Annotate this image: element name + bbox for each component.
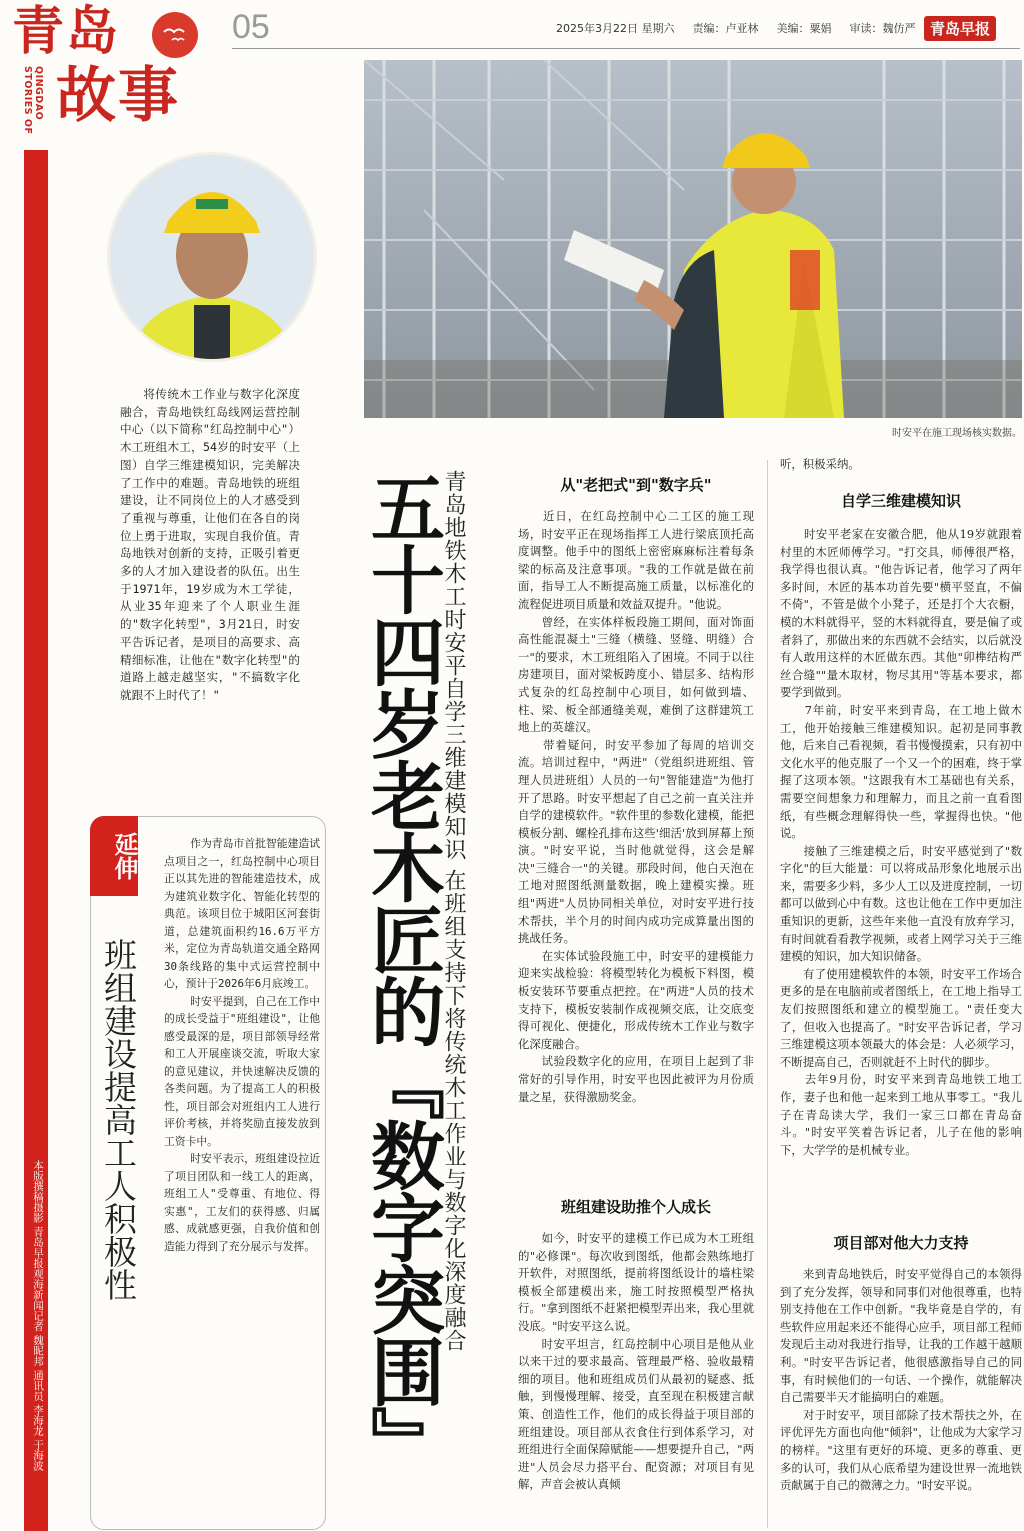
header-rule	[232, 48, 1020, 49]
subhead-col2-2: 班组建设助推个人成长	[560, 1198, 711, 1216]
brand-sun-logo	[152, 12, 198, 58]
lead-text: 将传统木工作业与数字化深度融合，青岛地铁红岛线网运营控制中心（以下简称"红岛控制中心"）木工班组木工，54岁的时安平（上图）自学三维建模知识，完美解决了工作中的难题。青岛地铁的班组建设，让不同岗位上的人才感受到了重视与尊重，让他们在各自的岗位上勇于进取，实现自我价值。青岛地铁对创新的支持，正吸引着更多的人才加入建设者的队伍。出生于1971年，19岁成为木工学徒，从业35年迎来了个人职业生涯的"数字化转型"，3月21日，时安平告诉记者，是项目的高要求、高精细标准，让他在"数字化转型"的道路上越走越坚实，"不搞数字化就跟不上时代了！"	[120, 387, 300, 702]
extension-tag: 延伸	[90, 816, 138, 896]
column3-text1: 时安平老家在安徽合肥，他从19岁就跟着村里的木匠师傅学习。"打交具，师傅很严格，我学得也很认真。"他告诉记者，他学习了两年多时间，木匠的基本功首先要"横平竖直，不偏不倚"，不管是做个小凳子，还是打个大衣橱，模的木料就得平，竖的木料就得直，要是偏了或者斜了，那做出来的东西就不会结实，以后就没有人敢用这样的木匠做东西。其他"卯榫结构严丝合缝""量木取材，物尽其用"等基本要求，都要学到做到。 7年前，时安平来到青岛，在工地上做木工，他开始接触三维建模知识。起初是同事教他，后来自己看视频，看书慢慢摸索，只有初中文化水平的他克服了一个又一个的困难，终于掌握了这项本领。"这跟我有木工基础也有关系，需要空间想象力和理解力，而且之前一直看图纸，有些概念理解得快一些，掌握得也快。"他说。 接触了三维建模之后，时安平感觉到了"数字化"的巨大能量：可以将成品形象化地展示出来，需要多少料，多少人工以及进度控制，一切都可以做到心中有数。这也让他在工作中更加注重知识的更新，这些年来他一直没有放弃学习，有时间就看看教学视频，或者上网学习关于三维建模的知识，加大知识储备。 有了使用建模软件的本领，时安平工作场合更多的是在电脑前或者图纸上，在工地上指导工友们按照图纸和建立的模型施工。"责任变大了，但收入也提高了。"时安平告诉记者，学习三维建模这项本领最大的体会是：人必须学习，不断提高自己，否则就赶不上时代的脚步。 去年9月份，时安平来到青岛地铁工地工作，妻子也和他一起来到工地从事零工。"我儿子在青岛读大学，我们一家三口都在青岛奋斗。"时安平笑着告诉记者，儿子在他的影响下，大学学的是机械专业。	[780, 527, 1022, 1157]
designer-credit: 美编：粟娟	[776, 22, 832, 35]
subhead-col3-1: 自学三维建模知识	[840, 492, 961, 510]
column3-text0: 听，积极采纳。	[780, 457, 860, 471]
editor-credit: 责编：卢亚林	[692, 22, 759, 35]
column3-text2: 来到青岛地铁后，时安平觉得自己的本领得到了充分发挥，领导和同事们对他很尊重，也特别支持他在工作中创新。"我毕竟是自学的，有些软件应用起来还不能得心应手，项目部工程师发现后主动对我进行指导，让我的工作越干越顺利。"时安平告诉记者，他很感激指导自己的同事，有时候他们的一句话、一个操作，就能解决自己需要半天才能搞明白的难题。 对于时安平，项目部除了技术帮扶之外，在评优评先方面也向他"倾斜"，让他成为大家学习的榜样。"这里有更好的环境、更多的尊重、更多的认可，我们从心底希望为建设世界一流地铁贡献属于自己的微薄之力。"时安平说。	[780, 1267, 1022, 1493]
issue-date: 2025年3月22日 星期六	[556, 22, 675, 35]
brand-title-line2: 故事	[56, 61, 180, 131]
headline-deck: 青岛地铁木工时安平自学三维建模知识 在班组支持下将传统木工作业与数字化深度融合	[441, 470, 466, 1352]
proofreader-credit: 审读：魏仿严	[849, 22, 916, 35]
column2-text1: 近日，在红岛控制中心二工区的施工现场，时安平正在现场指挥工人进行梁底顶托高度调整。他手中的图纸上密密麻麻标注着每条梁的标高及注意事项。"我的工作就是做在前面，指导工人不断提高施工质量，以标准化的流程促进项目质量和效益双提升。"他说。 曾经，在实体样板段施工期间，面对饰面高性能混凝土"三缝（横缝、竖缝、明缝）合一"的要求，木工班组陷入了困境。不同于以往房建项目，面对梁板跨度小、错层多、结构形式复杂的红岛控制中心项目，如何做到墙、柱、梁、板全部通缝美观，难倒了这群建筑工地上的英雄汉。 带着疑问，时安平参加了每周的培训交流。培训过程中，"两进"（党组织进班组、管理人员进班组）人员的一句"智能建造"为他打开了思路。时安平想起了自己之前一直关注并自学的建模软件。"软件里的参数化建模，能把模板分割、螺栓孔排布这些'细活'放到屏幕上预演。"时安平说，当时他就觉得，这会是解决"三缝合一"的关键。那段时间，他白天泡在工地对照图纸测量数据，晚上建模实操。班组"两进"人员协同相关单位，对时安平进行技术帮扶，半个月的时间内成功完成算量出图的挑战任务。 在实体试验段施工中，时安平的建模能力迎来实战检验：将模型转化为模板下料图，模板安装环节要重点把控。在"两进"人员的技术支持下，模板安装制作成视频交底，让交底变得可视化、便捷化，形成传统木工作业与数字化深度融合。 试验段数字化的应用，在项目上起到了非常好的引导作用，时安平也因此被评为月份质量之星，获得激励奖金。	[518, 509, 754, 1104]
column2-text2: 如今，时安平的建模工作已成为木工班组的"必修课"。每次收到图纸，他都会熟练地打开软件，对照图纸，提前将图纸设计的墙柱梁模板全部建模出来，施工时按照模型严格执行。"拿到图纸不赶紧把模型弄出来，我心里就没底。"时安平这么说。 时安平坦言，红岛控制中心项目是他从业以来干过的要求最高、管理最严格、验收最精细的项目。他和班组成员们从最初的疑惑、抵触，到慢慢理解、接受，直至现在积极建言献策、创造性工作，他们的成长得益于项目部的班组建设。项目部从衣食住行到体系学习，对班组进行全面保障赋能——想要提升自己，"两进"人员会尽力搭平台、配资源；对项目有见解，声音会被认真倾	[518, 1231, 754, 1492]
photo-caption: 时安平在施工现场核实数据。	[892, 428, 1022, 439]
extension-body: 作为青岛市首批智能建造试点项目之一，红岛控制中心项目正以其先进的智能建造技术，成为建筑业数字化、智能化转型的典范。该项目位于城阳区河套街道，总建筑面积约16.6万平方米，定位为青岛轨道交通全路网30条线路的集中式运营控制中心，预计于2026年6月底竣工。 时安平提到，自己在工作中的成长受益于"班组建设"，让他感受最深的是，项目部领导经常和工人开展座谈交流，听取大家的意见建议，并快速解决反馈的各类问题。为了提高工人的积极性，项目部会对班组内工人进行评价考核，并将奖励直接发放到工资卡中。 时安平表示，班组建设拉近了项目团队和一线工人的距离，班组工人"受尊重、有地位、得实惠"，工友们的获得感、归属感、成就感更强，自我价值和创造能力得到了充分展示与发挥。	[164, 837, 320, 1253]
masthead-meta	[556, 20, 916, 36]
construction-scene-image	[364, 60, 1022, 418]
brand-english-line1: QINGDAO	[33, 66, 44, 121]
portrait-photo	[107, 152, 317, 362]
headline: 五十四岁老木匠的『数字突围』	[359, 470, 445, 1478]
subhead-col2-1: 从"老把式"到"数字兵"	[560, 476, 712, 494]
byline-credits: 本版撰稿摄影 青岛早报观海新闻记者 魏昵邦 通讯员 李海龙 于海波	[32, 1160, 44, 1471]
worker-portrait-image	[110, 155, 314, 359]
main-photo	[364, 60, 1022, 418]
brand-english-line2: STORIES OF	[22, 66, 33, 135]
newspaper-logo: 青岛早报	[924, 16, 996, 41]
brand-english	[22, 66, 44, 136]
column-divider	[767, 460, 768, 1528]
lead-paragraph	[120, 386, 300, 705]
page-number: 05	[232, 8, 270, 46]
brand-title-line1: 青岛	[12, 1, 121, 62]
seagull-icon	[152, 12, 198, 58]
extension-title: 班组建设提高工人积极性	[99, 938, 138, 1301]
subhead-col3-2: 项目部对他大力支持	[833, 1234, 969, 1252]
